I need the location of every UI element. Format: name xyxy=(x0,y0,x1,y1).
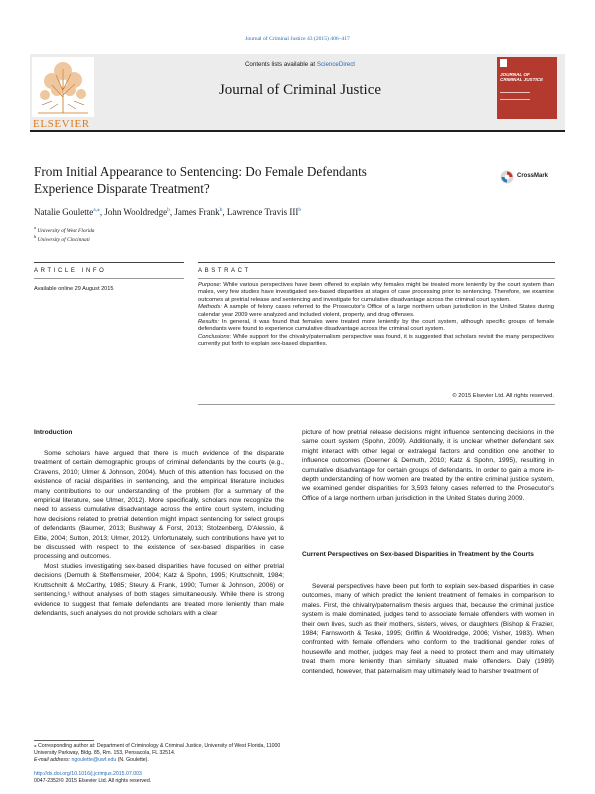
abstract-text: While support for the chivalry/paternalism perspective was found, it is suggested that scholars revisit the many perspectives currently put forth to explain sex-based disparities. xyxy=(198,333,554,348)
affiliation-text: University of Cincinnati xyxy=(37,236,90,243)
article-title xyxy=(34,163,474,197)
publisher-wordmark: ELSEVIER xyxy=(33,118,90,130)
abstract-conclusions xyxy=(198,334,554,349)
abstract-copyright: © 2015 Elsevier Ltd. All rights reserved. xyxy=(452,393,554,399)
affiliation-a xyxy=(34,225,95,234)
author-name[interactable]: James Frank xyxy=(174,207,220,217)
body-paragraph: Most studies investigating sex-based disparities have focused on either pretrial decisions (Demuth & Steffensmeier, 2004; Katz & Spohn, 1995; Kruttschnitt, 1984; Kruttschnitt & McCarthy, 1985; Steury & Frank, 1990; Turner & Johnson, 2006) or sentencing,¹ without analyses of both stages simultaneously. While there is strong evidence to suggest that female defendants are treated more leniently than male defendants, such analyses do not provide scholars with a clear xyxy=(34,562,284,617)
email-link[interactable]: ngoulette@uwf.edu xyxy=(71,757,117,763)
email-label: E-mail address: xyxy=(34,757,72,763)
author-name[interactable]: Lawrence Travis III xyxy=(226,207,299,217)
left-column-body xyxy=(34,449,284,618)
author-marks[interactable]: b xyxy=(298,207,302,213)
body-paragraph: Some scholars have argued that there is much evidence of the disparate treatment of certain demographic groups of criminal defendants by the courts (e.g., Cravens, 2010; Ulmer & Johnson, 2004). Much of this attention has focused on the existence of racial disparities in sentencing, and the empirical literature includes many contributions to our understanding of the problem (for a summary of the empirical literature, see Ulmer, 2012). More specifically, scholars now recognize the need to assess cumulative disadvantage across the entire court system, including how decisions related to pretrial detention might impact sentencing for select groups of defendants (Baumer, 2013; Bushway & Forst, 2013; Stolzenberg, D'Alessio, & Eitle, 2004; Sutton, 2013; Ulmer, 2012). Unfortunately, such contributions have yet to be discussed with respect to the existence of sex-based disparities in case processing and outcomes. xyxy=(34,450,284,561)
abstract-heading: ABSTRACT xyxy=(198,268,251,274)
crossmark-label: CrossMark xyxy=(517,173,549,179)
article-info-heading: ARTICLE INFO xyxy=(34,268,107,274)
author-marks[interactable]: b xyxy=(167,207,170,213)
footnote-corresponding xyxy=(34,743,284,764)
author-name[interactable]: Natalie Goulette xyxy=(34,207,94,217)
author-separator: , xyxy=(169,207,175,217)
article-title-line-1: From Initial Appearance to Sentencing: Do Female Defendants xyxy=(34,164,367,179)
elsevier-tree-logo xyxy=(32,57,94,117)
author-marks[interactable]: b xyxy=(219,207,223,213)
available-online: Available online 29 August 2015 xyxy=(34,286,114,292)
article-info-subrule xyxy=(34,278,184,279)
body-paragraph: Several perspectives have been put forth to explain sex-based disparities in case outcomes, many of which predict the lenient treatment of females in comparison to males. First, the chivalry/paternalism thesis argues that, because the criminal justice system is male dominated, judges tend to associate female offenders with women in their own lives, such as their mothers, sisters, wives, or daughters (Bishop & Frazier, 1984; Farnsworth & Teske, 1995; Griffin & Wooldredge, 2006; Visher, 1983). When confronted with female offenders who conform to the traditional gender roles of housewife and mother, judges may feel a need to protect them and may ultimately treat them more leniently than similarly situated male offenders. Daly (1989) contended, however, that paternalism may ultimately lead to harsher treatment of xyxy=(302,583,554,675)
affiliation-b xyxy=(34,234,90,243)
abstract-results xyxy=(198,319,554,334)
affiliation-text: University of West Florida xyxy=(37,227,95,234)
footnote-email xyxy=(34,757,284,764)
section-heading-current-perspectives: Current Perspectives on Sex-based Disparities in Treatment by the Courts xyxy=(302,551,534,558)
author-list xyxy=(34,207,534,217)
abstract-purpose xyxy=(198,282,554,304)
abstract-text: While various perspectives have been offered to explain why females might be treated more leniently by the court system than males, very few studies have investigated sex-based disparities at stages of case processing prior to sentencing. Therefore, we examine outcomes at pretrial release and sentencing and investigate for cumulative disadvantage across the criminal court system. xyxy=(198,282,554,303)
abstract-label: Methods: xyxy=(198,304,222,311)
abstract-body xyxy=(198,282,554,349)
right-column-body xyxy=(302,428,554,503)
cover-title: JOURNAL OF CRIMINAL JUSTICE xyxy=(500,72,544,83)
cover-rule-lines xyxy=(500,92,530,100)
author-separator: , xyxy=(222,207,227,217)
abstract-text: In general, it was found that females were treated more leniently by the court system, although specific groups of female defendants were found to experience cumulative disadvantage across the criminal court system. xyxy=(198,319,554,333)
abstract-rule xyxy=(198,262,555,263)
author-marks[interactable]: a,⁎ xyxy=(93,207,100,213)
footnote-rule xyxy=(34,740,94,741)
journal-name[interactable]: Journal of Criminal Justice xyxy=(218,82,382,98)
article-info-rule xyxy=(34,262,184,263)
footnote-text: ⁎ Corresponding author at: Department of Criminology & Criminal Justice, University of West Florida, 11000 University Parkway, Bldg. 85, Rm. 153, Pensacola, FL 32514. xyxy=(34,743,281,756)
page-footer xyxy=(34,771,334,785)
contents-prefix: Contents lists available at xyxy=(244,61,317,68)
issn-line: 0047-2352/© 2015 Elsevier Ltd. All rights reserved. xyxy=(34,778,152,784)
body-paragraph: picture of how pretrial release decisions might influence sentencing decisions in the same court system (Spohn, 2009). Additionally, it is unclear whether defendant sex might interact with other legal or extralegal factors and condition one another to influence outcomes (Doerner & Demuth, 2010; Katz & Spohn, 1995), resulting in cumulative disadvantage for certain groups of defendants. In order to gain a more in-depth understanding of how women are treated by the entire criminal justice system, we examined gender disparities for 3,593 felony cases referred to the Prosecutor's Office of a large northern urban jurisdiction in the United States during 2009. xyxy=(302,429,554,502)
contents-line xyxy=(100,61,500,68)
section-heading-introduction: Introduction xyxy=(34,429,73,436)
crossmark-icon xyxy=(500,170,514,184)
abstract-label: Conclusions: xyxy=(198,333,232,340)
right-column-body-2 xyxy=(302,582,554,676)
abstract-label: Results: xyxy=(198,319,219,326)
affiliation-mark: b xyxy=(34,234,37,239)
abstract-methods xyxy=(198,304,554,319)
abstract-text: A sample of felony cases referred to the Prosecutor's Office of a large northern urban jurisdiction in the United States during calendar year 2009 were analyzed and included violent, property, and drug offenses. xyxy=(198,304,554,318)
sciencedirect-link[interactable]: ScienceDirect xyxy=(316,61,356,68)
author-name[interactable]: John Wooldredge xyxy=(104,207,168,217)
cover-logo-icon xyxy=(500,59,507,67)
crossmark-badge[interactable] xyxy=(500,170,562,184)
abstract-end-rule xyxy=(198,404,555,405)
doi-link[interactable]: http://dx.doi.org/10.1016/j.jcrimjus.2015.07.003 xyxy=(34,771,142,777)
abstract-label: Purpose: xyxy=(198,282,222,288)
journal-citation[interactable]: Journal of Criminal Justice 43 (2015) 406–417 xyxy=(245,36,350,42)
affiliation-mark: a xyxy=(34,225,36,230)
article-title-line-2: Experience Disparate Treatment? xyxy=(34,181,210,196)
abstract-subrule xyxy=(198,278,555,279)
author-separator: , xyxy=(99,207,105,217)
email-suffix: (N. Goulette). xyxy=(116,757,149,763)
